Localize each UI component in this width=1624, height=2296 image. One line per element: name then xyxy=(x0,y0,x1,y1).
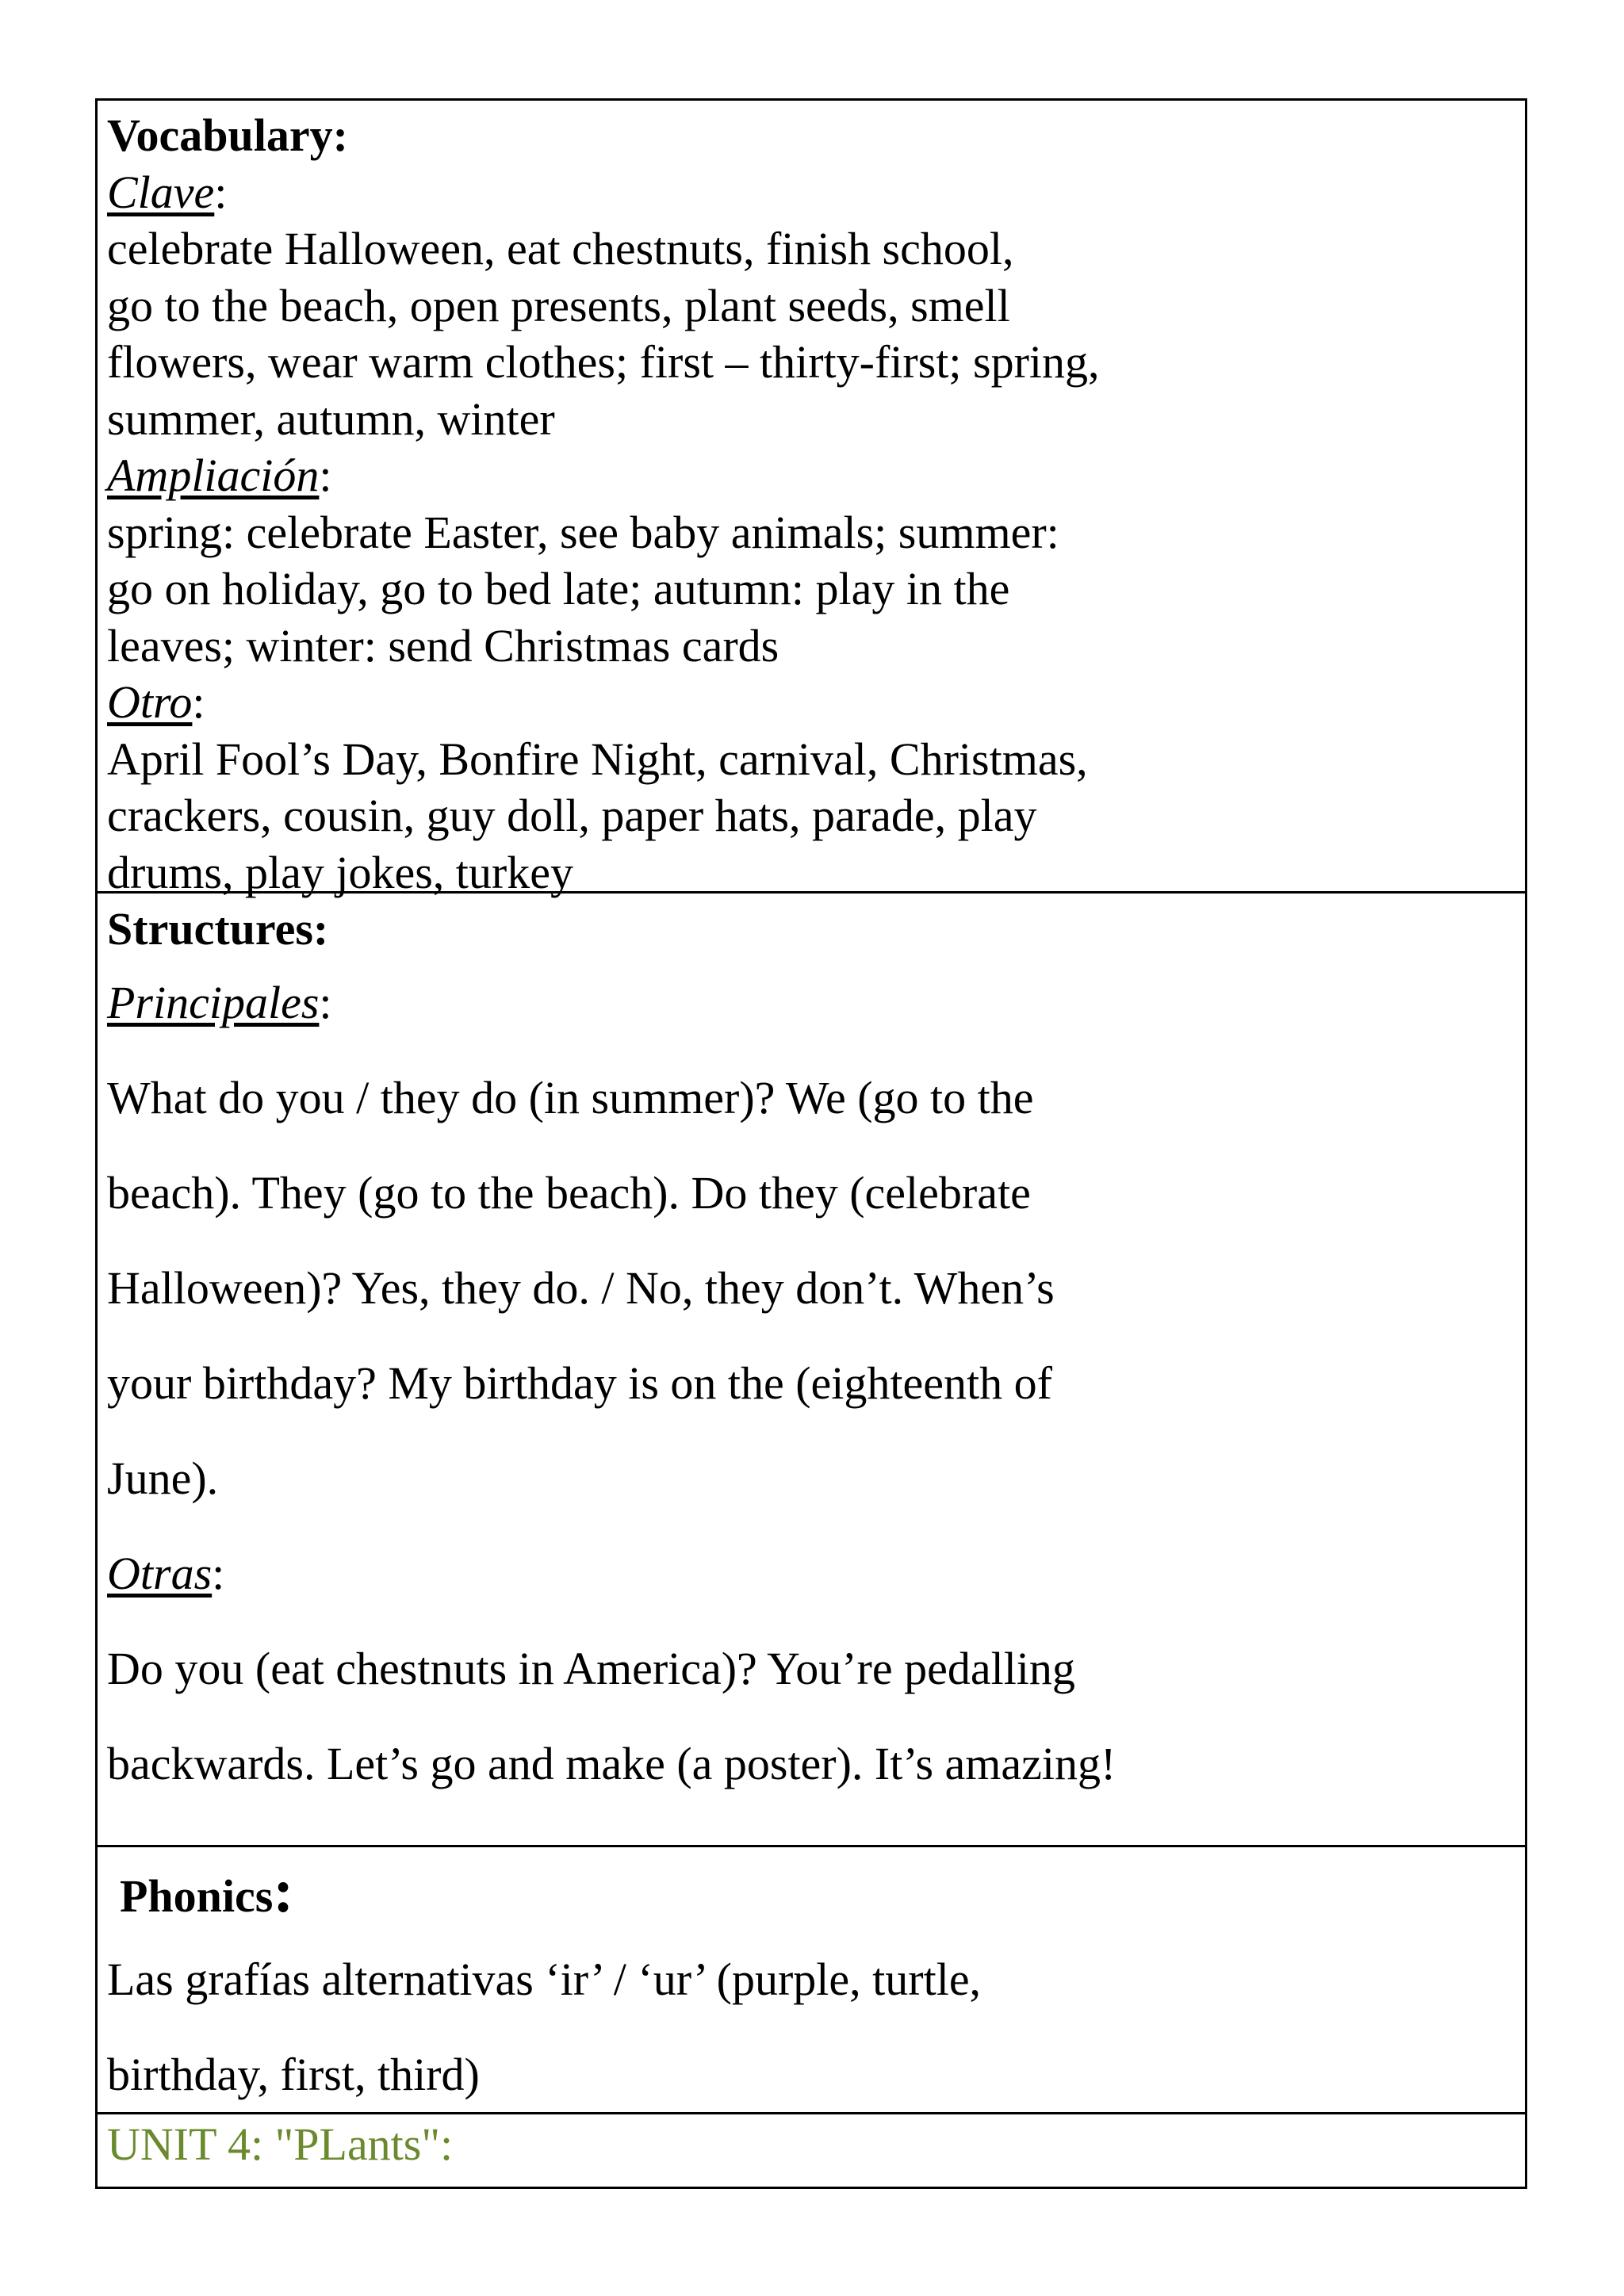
vocabulary-heading: Vocabulary: xyxy=(107,109,348,161)
phonics-heading-text: Phonics xyxy=(120,1870,274,1922)
otro-label: Otro xyxy=(107,676,193,728)
ampliacion-label: Ampliación xyxy=(107,450,320,501)
phonics-line: birthday, first, third) xyxy=(107,2049,480,2100)
principales-label-line: Principales: xyxy=(107,977,332,1028)
otras-label-line: Otras: xyxy=(107,1548,225,1599)
unit-title: UNIT 4: "PLants": xyxy=(107,2118,454,2170)
phonics-heading xyxy=(107,1855,1525,1932)
unit-section xyxy=(98,2114,1525,2187)
clave-label-line: Clave: xyxy=(107,166,228,218)
principales-line: Halloween)? Yes, they do. / No, they don’t. When’s xyxy=(107,1262,1055,1314)
otro-text: April Fool’s Day, Bonfire Night, carnival, Christmas, crackers, cousin, guy doll, paper hats, parade, play drums, play jokes, turkey xyxy=(107,733,1088,898)
otras-label: Otras xyxy=(107,1548,213,1599)
clave-text: celebrate Halloween, eat chestnuts, finish school, go to the beach, open presents, plant seeds, smell flowers, wear warm clothes; first – thirty-first; spring, summer, autumn, winter xyxy=(107,223,1100,445)
curriculum-table xyxy=(95,98,1527,2189)
principales-line: What do you / they do (in summer)? We (go to the xyxy=(107,1072,1034,1123)
structures-heading: Structures: xyxy=(107,903,329,955)
otro-label-line: Otro: xyxy=(107,676,205,728)
phonics-section xyxy=(98,1847,1525,2114)
principales-line: your birthday? My birthday is on the (eighteenth of xyxy=(107,1357,1052,1409)
structures-section xyxy=(98,894,1525,1847)
otras-line: backwards. Let’s go and make (a poster). It’s amazing! xyxy=(107,1738,1116,1789)
ampliacion-text: spring: celebrate Easter, see baby animals; summer: go on holiday, go to bed late; autumn: play in the leaves; winter: send Christmas cards xyxy=(107,506,1059,672)
principales-label: Principales xyxy=(107,977,320,1028)
phonics-heading-colon: : xyxy=(273,1856,294,1925)
principales-line: June). xyxy=(107,1452,219,1504)
ampliacion-label-line: Ampliación: xyxy=(107,450,332,501)
principales-line: beach). They (go to the beach). Do they (celebrate xyxy=(107,1167,1031,1219)
vocabulary-section xyxy=(98,101,1525,898)
otras-line: Do you (eat chestnuts in America)? You’re pedalling xyxy=(107,1643,1075,1694)
clave-label: Clave xyxy=(107,166,215,218)
phonics-line: Las grafías alternativas ‘ir’ / ‘ur’ (purple, turtle, xyxy=(107,1954,982,2005)
